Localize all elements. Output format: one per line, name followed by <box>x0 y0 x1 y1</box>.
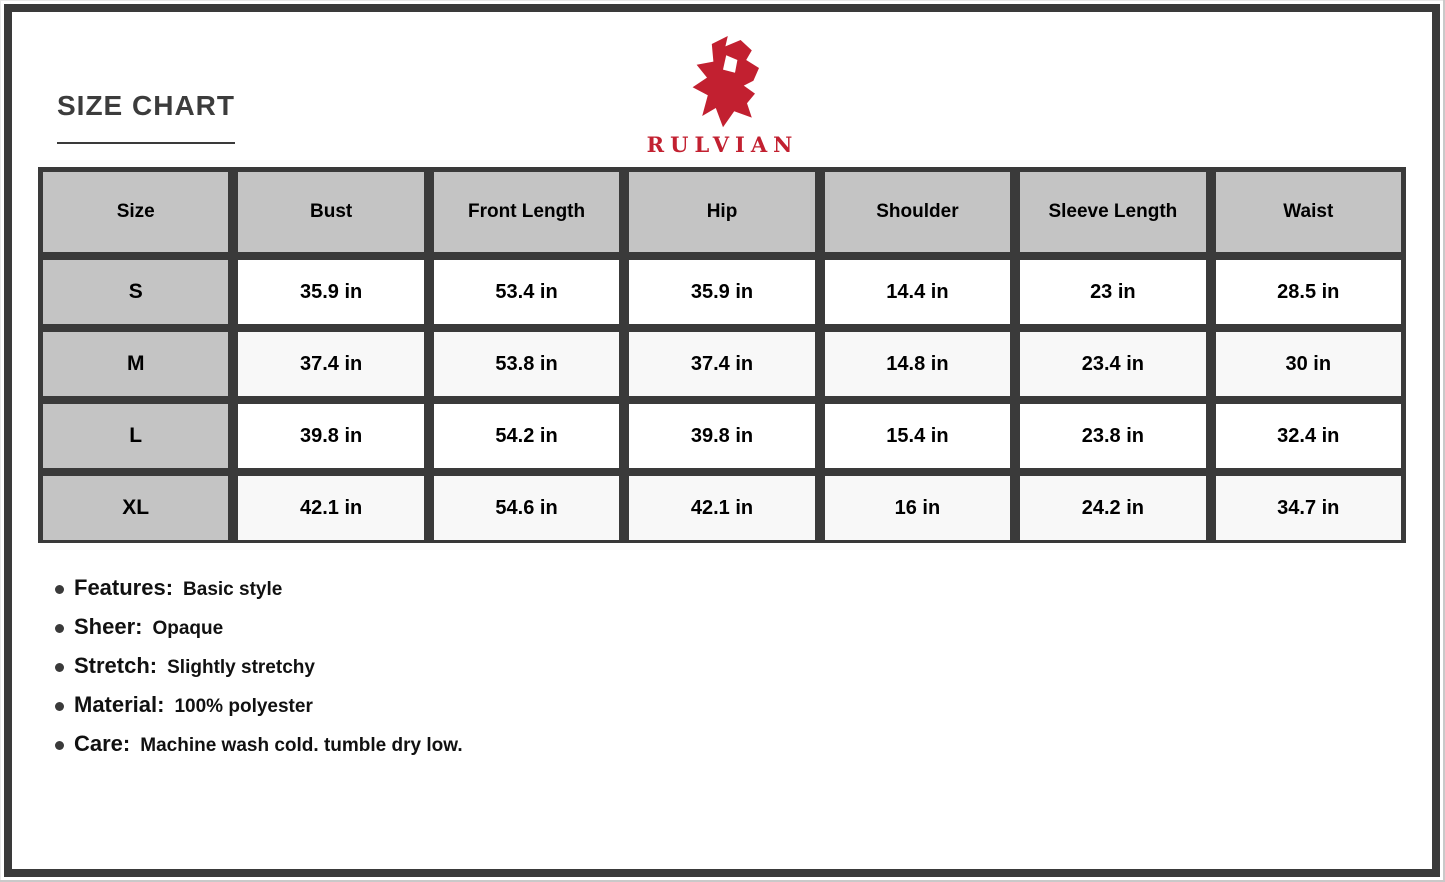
row-xl-bust: 42.1 in <box>238 476 423 540</box>
detail-label: Sheer: <box>74 614 143 639</box>
bullet-icon <box>55 585 64 594</box>
brand-name: RULVIAN <box>646 132 799 157</box>
row-m-bust: 37.4 in <box>238 332 423 396</box>
row-m-waist: 30 in <box>1216 332 1401 396</box>
row-s-size-label: S <box>43 260 228 324</box>
detail-label: Care: <box>74 731 131 756</box>
brand-logo <box>593 36 853 157</box>
row-s-waist: 28.5 in <box>1216 260 1401 324</box>
row-s-bust: 35.9 in <box>238 260 423 324</box>
table-header-waist: Waist <box>1216 172 1401 252</box>
row-xl-size-label: XL <box>43 476 228 540</box>
table-header-front-length: Front Length <box>434 172 619 252</box>
detail-value: Slightly stretchy <box>167 657 315 678</box>
row-s-front-length: 53.4 in <box>434 260 619 324</box>
row-l-waist: 32.4 in <box>1216 404 1401 468</box>
detail-value: Basic style <box>183 579 283 600</box>
row-xl-hip: 42.1 in <box>629 476 814 540</box>
row-s-hip: 35.9 in <box>629 260 814 324</box>
table-header-size: Size <box>43 172 228 252</box>
detail-sheer <box>55 615 463 641</box>
detail-label: Stretch: <box>74 653 158 678</box>
row-l-shoulder: 15.4 in <box>825 404 1010 468</box>
row-s-shoulder: 14.4 in <box>825 260 1010 324</box>
row-m-hip: 37.4 in <box>629 332 814 396</box>
row-xl-shoulder: 16 in <box>825 476 1010 540</box>
row-l-size-label: L <box>43 404 228 468</box>
row-m-size-label: M <box>43 332 228 396</box>
bullet-icon <box>55 624 64 633</box>
table-header-sleeve-length: Sleeve Length <box>1020 172 1205 252</box>
row-xl-sleeve-length: 24.2 in <box>1020 476 1205 540</box>
detail-features <box>55 576 463 602</box>
row-l-hip: 39.8 in <box>629 404 814 468</box>
rulvian-r-logo-icon <box>593 36 853 128</box>
bullet-icon <box>55 663 64 672</box>
detail-material <box>55 693 463 719</box>
detail-value: Opaque <box>152 618 224 639</box>
product-details-list <box>55 576 463 771</box>
detail-stretch <box>55 654 463 680</box>
row-l-sleeve-length: 23.8 in <box>1020 404 1205 468</box>
row-m-front-length: 53.8 in <box>434 332 619 396</box>
row-m-shoulder: 14.8 in <box>825 332 1010 396</box>
detail-care <box>55 732 463 758</box>
row-m-sleeve-length: 23.4 in <box>1020 332 1205 396</box>
detail-value: 100% polyester <box>174 696 313 717</box>
table-header-bust: Bust <box>238 172 423 252</box>
size-chart-table <box>38 167 1406 543</box>
bullet-icon <box>55 702 64 711</box>
row-xl-front-length: 54.6 in <box>434 476 619 540</box>
row-l-bust: 39.8 in <box>238 404 423 468</box>
detail-value: Machine wash cold. tumble dry low. <box>140 735 463 756</box>
row-l-front-length: 54.2 in <box>434 404 619 468</box>
bullet-icon <box>55 741 64 750</box>
detail-label: Features: <box>74 575 174 600</box>
table-header-hip: Hip <box>629 172 814 252</box>
page-title: SIZE CHART <box>57 90 235 144</box>
row-xl-waist: 34.7 in <box>1216 476 1401 540</box>
detail-label: Material: <box>74 692 165 717</box>
row-s-sleeve-length: 23 in <box>1020 260 1205 324</box>
table-header-shoulder: Shoulder <box>825 172 1010 252</box>
